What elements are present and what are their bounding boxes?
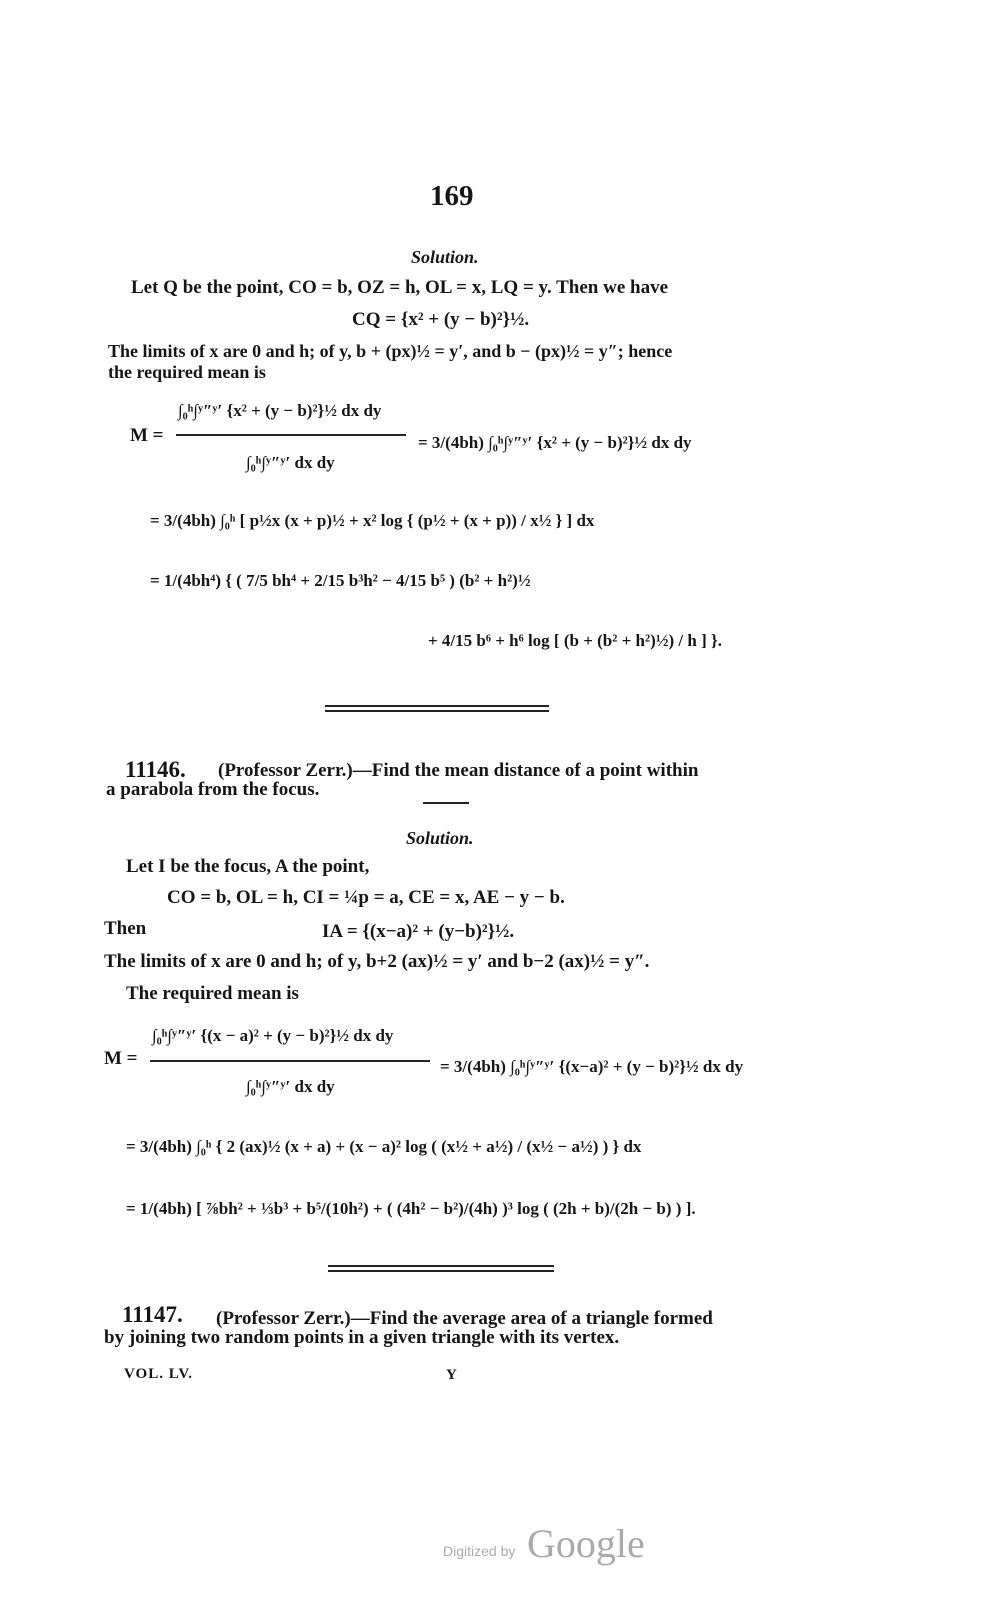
equation-rhs: = 3/(4bh) ∫₀ʰ∫ʸ″ʸ′ {(x−a)² + (y − b)²}½ dx dy xyxy=(440,1057,744,1076)
equation-ia: IA = {(x−a)² + (y−b)²}½. xyxy=(322,921,515,942)
solution-text-line: the required mean is xyxy=(108,362,266,382)
problem-text-line: (Professor Zerr.)—Find the mean distance of a point within xyxy=(218,760,699,781)
fraction-denominator: ∫₀ʰ∫ʸ″ʸ′ dx dy xyxy=(246,453,335,472)
fraction-bar xyxy=(150,1060,430,1062)
section-divider xyxy=(325,705,549,712)
equation-step: = 3/(4bh) ∫₀ʰ { 2 (ax)½ (x + a) + (x − a)² log ( (x½ + a½) / (x½ − a½) ) } dx xyxy=(126,1137,642,1156)
signature-mark: Y xyxy=(446,1367,457,1383)
solution-heading: Solution. xyxy=(411,247,479,267)
problem-text-line: a parabola from the focus. xyxy=(106,779,320,800)
equation-lhs: M = xyxy=(104,1048,138,1069)
fraction-denominator: ∫₀ʰ∫ʸ″ʸ′ dx dy xyxy=(246,1077,335,1096)
fraction-numerator: ∫₀ʰ∫ʸ″ʸ′ {x² + (y − b)²}½ dx dy xyxy=(178,401,382,420)
equation-step: + 4/15 b⁶ + h⁶ log [ (b + (b² + h²)½) / h ] }. xyxy=(428,631,722,650)
solution-heading: Solution. xyxy=(406,828,474,848)
then-word: Then xyxy=(104,918,147,939)
solution-text-line: The limits of x are 0 and h; of y, b+2 (ax)½ = y′ and b−2 (ax)½ = y″. xyxy=(104,951,650,972)
equation-cq: CQ = {x² + (y − b)²}½. xyxy=(352,309,530,330)
equation-lhs: M = xyxy=(130,425,164,446)
solution-text-line: The limits of x are 0 and h; of y, b + (px)½ = y′, and b − (px)½ = y″; hence xyxy=(108,341,673,361)
section-divider xyxy=(328,1265,554,1272)
google-logo: Google xyxy=(527,1521,645,1566)
volume-footer: VOL. LV. xyxy=(124,1366,193,1382)
fraction-numerator: ∫₀ʰ∫ʸ″ʸ′ {(x − a)² + (y − b)²}½ dx dy xyxy=(152,1026,394,1045)
equation-step: = 1/(4bh⁴) { ( 7/5 bh⁴ + 2/15 b³h² − 4/15 b⁵ ) (b² + h²)½ xyxy=(150,571,531,590)
solution-text-line: Let I be the focus, A the point, xyxy=(126,856,370,877)
page-number: 169 xyxy=(430,180,474,212)
equation-step: = 1/(4bh) [ ⅞bh² + ⅓b³ + b⁵/(10h²) + ( (4h² − b²)/(4h) )³ log ( (2h + b)/(2h − b) ) ]. xyxy=(126,1199,696,1218)
problem-number: 11147. xyxy=(122,1302,183,1327)
solution-definitions: CO = b, OL = h, CI = ¼p = a, CE = x, AE − y − b. xyxy=(167,887,565,908)
equation-step: = 3/(4bh) ∫₀ʰ [ p½x (x + p)½ + x² log { (p½ + (x + p)) / x½ } ] dx xyxy=(150,511,595,530)
problem-text-line: (Professor Zerr.)—Find the average area of a triangle formed xyxy=(216,1308,713,1329)
equation-rhs: = 3/(4bh) ∫₀ʰ∫ʸ″ʸ′ {x² + (y − b)²}½ dx dy xyxy=(418,433,692,452)
digitized-label: Digitized by xyxy=(443,1543,516,1559)
short-divider xyxy=(423,802,469,804)
fraction-bar xyxy=(176,434,406,436)
problem-number: 11146. xyxy=(125,757,186,782)
solution-text-line: The required mean is xyxy=(126,983,299,1004)
problem-text-line: by joining two random points in a given triangle with its vertex. xyxy=(104,1327,620,1348)
solution-text-line: Let Q be the point, CO = b, OZ = h, OL = x, LQ = y. Then we have xyxy=(131,277,669,298)
